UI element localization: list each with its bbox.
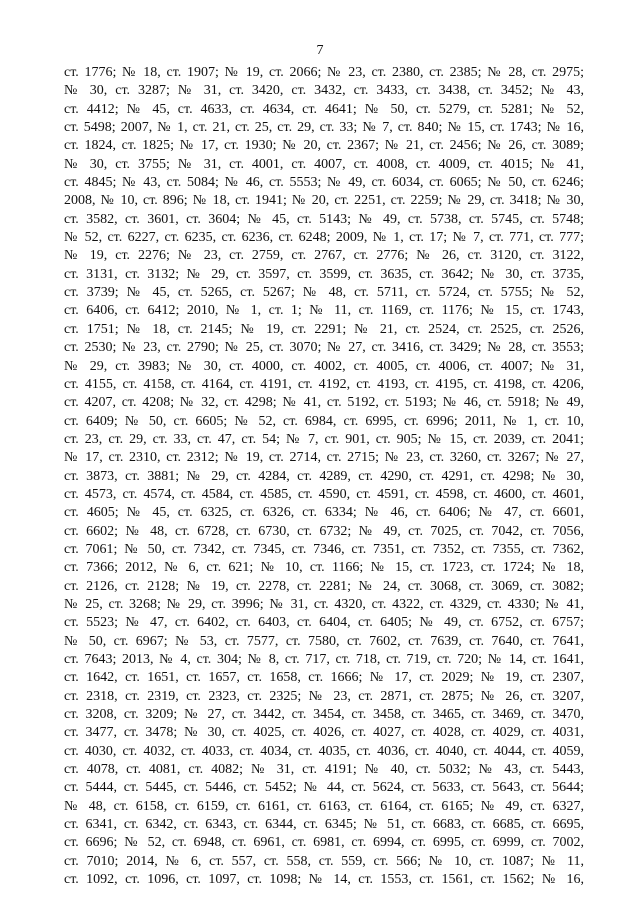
text-line: ст. 7366; 2012, № 6, ст. 621; № 10, ст. 1166; № 15, ст. 1723, ст. 1724; № 18, bbox=[64, 560, 584, 576]
text-line: ст. 5523; № 47, ст. 6402, ст. 6403, ст. 6404, ст. 6405; № 49, ст. 6752, ст. 6757; bbox=[64, 615, 584, 631]
text-line: ст. 5498; 2007, № 1, ст. 21, ст. 25, ст. 29, ст. 33; № 7, ст. 840; № 15, ст. 1743; № 16, bbox=[64, 120, 584, 136]
text-line: ст. 6696; № 52, ст. 6948, ст. 6961, ст. 6981, ст. 6994, ст. 6995, ст. 6999, ст. 7002, bbox=[64, 835, 584, 851]
text-line: ст. 1092, ст. 1096, ст. 1097, ст. 1098; № 14, ст. 1553, ст. 1561, ст. 1562; № 16, bbox=[64, 872, 584, 888]
text-line: ст. 4030, ст. 4032, ст. 4033, ст. 4034, ст. 4035, ст. 4036, ст. 4040, ст. 4044, ст. 4059, bbox=[64, 743, 584, 759]
text-line: 2008, № 10, ст. 896; № 18, ст. 1941; № 20, ст. 2251, ст. 2259; № 29, ст. 3418; № 30, bbox=[64, 193, 584, 209]
text-line: ст. 2530; № 23, ст. 2790; № 25, ст. 3070; № 27, ст. 3416, ст. 3429; № 28, ст. 3553; bbox=[64, 340, 584, 356]
text-line: № 17, ст. 2310, ст. 2312; № 19, ст. 2714, ст. 2715; № 23, ст. 3260, ст. 3267; № 27, bbox=[64, 450, 584, 466]
text-line: ст. 3582, ст. 3601, ст. 3604; № 45, ст. 5143; № 49, ст. 5738, ст. 5745, ст. 5748; bbox=[64, 211, 584, 227]
text-line: ст. 3208, ст. 3209; № 27, ст. 3442, ст. 3454, ст. 3458, ст. 3465, ст. 3469, ст. 3470, bbox=[64, 707, 584, 723]
page-number: 7 bbox=[316, 43, 324, 58]
text-line: № 25, ст. 3268; № 29, ст. 3996; № 31, ст. 4320, ст. 4322, ст. 4329, ст. 4330; № 41, bbox=[64, 596, 584, 612]
text-line: № 30, ст. 3287; № 31, ст. 3420, ст. 3432, ст. 3433, ст. 3438, ст. 3452; № 43, bbox=[64, 83, 584, 99]
text-line: № 30, ст. 3755; № 31, ст. 4001, ст. 4007, ст. 4008, ст. 4009, ст. 4015; № 41, bbox=[64, 156, 584, 172]
text-line: ст. 4207, ст. 4208; № 32, ст. 4298; № 41, ст. 5192, ст. 5193; № 46, ст. 5918; № 49, bbox=[64, 395, 584, 411]
text-line: ст. 7643; 2013, № 4, ст. 304; № 8, ст. 717, ст. 718, ст. 719, ст. 720; № 14, ст. 1641, bbox=[64, 652, 584, 667]
text-line: ст. 6341, ст. 6342, ст. 6343, ст. 6344, ст. 6345; № 51, ст. 6683, ст. 6685, ст. 6695, bbox=[64, 817, 584, 833]
text-line: ст. 2318, ст. 2319, ст. 2323, ст. 2325; № 23, ст. 2871, ст. 2875; № 26, ст. 3207, bbox=[64, 688, 584, 704]
text-line: ст. 4155, ст. 4158, ст. 4164, ст. 4191, ст. 4192, ст. 4193, ст. 4195, ст. 4198, ст. 4206, bbox=[64, 376, 584, 392]
text-line: № 52, ст. 6227, ст. 6235, ст. 6236, ст. 6248; 2009, № 1, ст. 17; № 7, ст. 771, ст. 777; bbox=[64, 230, 584, 246]
text-line: ст. 7010; 2014, № 6, ст. 557, ст. 558, ст. 559, ст. 566; № 10, ст. 1087; № 11, bbox=[64, 853, 584, 869]
text-line: ст. 1642, ст. 1651, ст. 1657, ст. 1658, ст. 1666; № 17, ст. 2029; № 19, ст. 2307, bbox=[64, 670, 584, 686]
text-line: ст. 2126, ст. 2128; № 19, ст. 2278, ст. 2281; № 24, ст. 3068, ст. 3069, ст. 3082; bbox=[64, 578, 584, 594]
body-text bbox=[64, 64, 584, 889]
text-line: ст. 6602; № 48, ст. 6728, ст. 6730, ст. 6732; № 49, ст. 7025, ст. 7042, ст. 7056, bbox=[64, 523, 584, 539]
text-line: ст. 7061; № 50, ст. 7342, ст. 7345, ст. 7346, ст. 7351, ст. 7352, ст. 7355, ст. 7362, bbox=[64, 541, 584, 557]
text-line: № 29, ст. 3983; № 30, ст. 4000, ст. 4002, ст. 4005, ст. 4006, ст. 4007; № 31, bbox=[64, 358, 584, 374]
text-line: ст. 4078, ст. 4081, ст. 4082; № 31, ст. 4191; № 40, ст. 5032; № 43, ст. 5443, bbox=[64, 762, 584, 778]
text-line: ст. 6406, ст. 6412; 2010, № 1, ст. 1; № 11, ст. 1169, ст. 1176; № 15, ст. 1743, bbox=[64, 303, 584, 319]
text-line: № 19, ст. 2276; № 23, ст. 2759, ст. 2767, ст. 2776; № 26, ст. 3120, ст. 3122, bbox=[64, 248, 584, 264]
text-line: ст. 23, ст. 29, ст. 33, ст. 47, ст. 54; № 7, ст. 901, ст. 905; № 15, ст. 2039, ст. 2041; bbox=[64, 431, 584, 447]
text-line: ст. 3131, ст. 3132; № 29, ст. 3597, ст. 3599, ст. 3635, ст. 3642; № 30, ст. 3735, bbox=[64, 266, 584, 282]
text-line: ст. 5444, ст. 5445, ст. 5446, ст. 5452; № 44, ст. 5624, ст. 5633, ст. 5643, ст. 5644; bbox=[64, 780, 584, 796]
text-line: ст. 3477, ст. 3478; № 30, ст. 4025, ст. 4026, ст. 4027, ст. 4028, ст. 4029, ст. 4031, bbox=[64, 725, 584, 741]
text-line: ст. 4573, ст. 4574, ст. 4584, ст. 4585, ст. 4590, ст. 4591, ст. 4598, ст. 4600, ст. 4601, bbox=[64, 486, 584, 502]
text-line: № 48, ст. 6158, ст. 6159, ст. 6161, ст. 6163, ст. 6164, ст. 6165; № 49, ст. 6327, bbox=[64, 798, 584, 814]
text-line: ст. 4845; № 43, ст. 5084; № 46, ст. 5553; № 49, ст. 6034, ст. 6065; № 50, ст. 6246; bbox=[64, 175, 584, 191]
text-line: ст. 4412; № 45, ст. 4633, ст. 4634, ст. 4641; № 50, ст. 5279, ст. 5281; № 52, bbox=[64, 101, 584, 117]
text-line: ст. 6409; № 50, ст. 6605; № 52, ст. 6984, ст. 6995, ст. 6996; 2011, № 1, ст. 10, bbox=[64, 413, 584, 429]
text-line: № 50, ст. 6967; № 53, ст. 7577, ст. 7580, ст. 7602, ст. 7639, ст. 7640, ст. 7641, bbox=[64, 633, 584, 649]
text-line: ст. 4605; № 45, ст. 6325, ст. 6326, ст. 6334; № 46, ст. 6406; № 47, ст. 6601, bbox=[64, 505, 584, 521]
text-line: ст. 1824, ст. 1825; № 17, ст. 1930; № 20, ст. 2367; № 21, ст. 2456; № 26, ст. 3089; bbox=[64, 138, 584, 154]
text-line: ст. 1776; № 18, ст. 1907; № 19, ст. 2066; № 23, ст. 2380, ст. 2385; № 28, ст. 2975; bbox=[64, 65, 584, 80]
text-line: ст. 1751; № 18, ст. 2145; № 19, ст. 2291; № 21, ст. 2524, ст. 2525, ст. 2526, bbox=[64, 321, 584, 337]
text-line: ст. 3873, ст. 3881; № 29, ст. 4284, ст. 4289, ст. 4290, ст. 4291, ст. 4298; № 30, bbox=[64, 468, 584, 484]
text-line: ст. 3739; № 45, ст. 5265, ст. 5267; № 48, ст. 5711, ст. 5724, ст. 5755; № 52, bbox=[64, 285, 584, 301]
